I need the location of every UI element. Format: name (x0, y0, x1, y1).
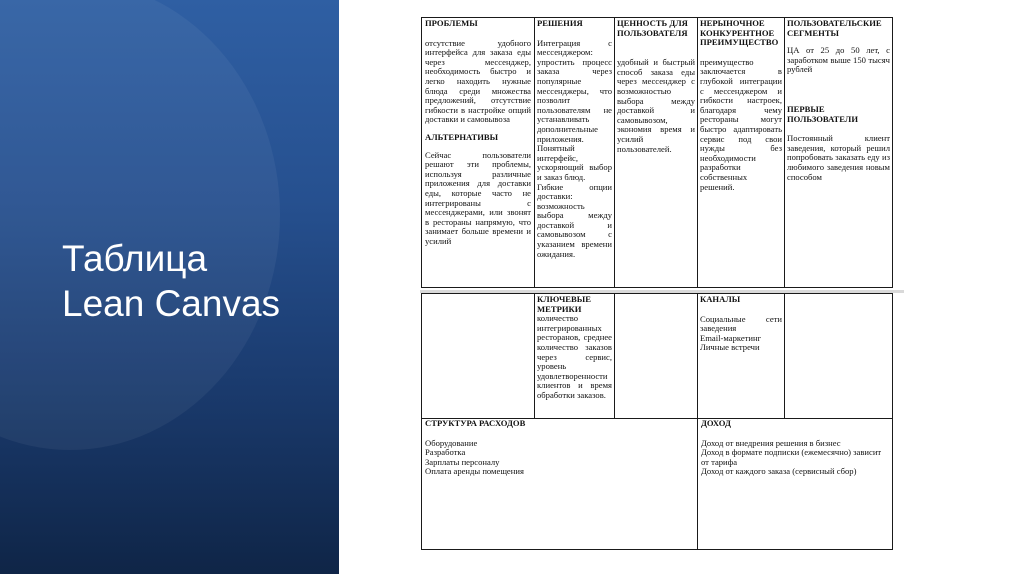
costs-item: Разработка (425, 447, 466, 458)
solutions-cell (537, 19, 612, 285)
grid-line (534, 293, 535, 418)
slide-title-line-2: Lean Canvas (62, 283, 281, 324)
problems-cell (425, 19, 531, 285)
title-panel (0, 0, 339, 574)
grid-line (534, 17, 535, 288)
lean-canvas-table (421, 17, 893, 550)
decorative-circle (0, 0, 280, 450)
value-text: удобный и быстрый способ заказа еды через мессенджер с возможностью выбора между доставкой и самовывозом, экономия время и усилий пользователей. (617, 57, 695, 154)
value-header: ЦЕННОСТЬ ДЛЯ ПОЛЬЗОВАТЕЛЯ (617, 19, 688, 38)
revenue-item: Доход от внедрения решения в бизнес (701, 437, 841, 448)
channels-cell (700, 295, 782, 417)
value-cell (617, 19, 695, 285)
revenue-item: Доход в формате подписки (ежемесячно) зависит от тарифа (701, 447, 882, 467)
grid-line (697, 17, 698, 288)
advantage-cell (700, 19, 782, 285)
revenue-item: Доход от каждого заказа (сервисный сбор) (701, 466, 857, 477)
grid-line (614, 17, 615, 288)
channels-item-1: Социальные сети заведения (700, 313, 782, 334)
solutions-header: РЕШЕНИЯ (537, 19, 583, 28)
costs-header: СТРУКТУРА РАСХОДОВ (425, 419, 526, 428)
alternatives-header: АЛЬТЕРНАТИВЫ (425, 131, 499, 142)
channels-item-2: Email-маркетинг (700, 332, 762, 343)
costs-item: Оборудование (425, 437, 478, 448)
segments-header: ПОЛЬЗОВАТЕЛЬСКИЕ СЕГМЕНТЫ (787, 19, 882, 38)
grid-line (784, 17, 785, 288)
grid-line (784, 293, 785, 418)
solutions-text-3: Гибкие опции доставки: возможность выбора между доставкой и самовывозом с указанием времени ожидания. (537, 181, 612, 259)
alternatives-text: Сейчас пользователи решают эти проблемы, используя различные приложения для доставки еды, которые часто не интегрированы с мессенджерами, или звонят в рестораны напрямую, что занимает больше времени и усилий (425, 149, 531, 246)
costs-item: Зарплаты персоналу (425, 456, 500, 467)
revenue-cell (701, 419, 890, 547)
problems-header: ПРОБЛЕМЫ (425, 19, 478, 28)
channels-header: КАНАЛЫ (700, 295, 741, 304)
metrics-text: количество интегрированных ресторанов, среднее количество заказов через сервис, уровень удовлетворенности клиентов и время обработки заказов. (537, 313, 612, 400)
grid-line (614, 293, 615, 418)
metrics-header: КЛЮЧЕВЫЕ МЕТРИКИ (537, 295, 591, 314)
costs-item: Оплата аренды помещения (425, 466, 524, 477)
revenue-header: ДОХОД (701, 419, 731, 428)
metrics-cell (537, 295, 612, 417)
slide-title (62, 236, 280, 326)
costs-cell (425, 419, 695, 547)
segments-cell (787, 19, 890, 285)
solutions-text-1: Интеграция с мессенджером: упростить процесс заказа через популярные мессенджеры, что позволит пользователям не устанавливать дополнительные приложения. (537, 37, 612, 144)
first-users-text: Постоянный клиент заведения, который решил попробовать заказать еду из любимого заведения новым способом (787, 133, 890, 182)
advantage-header: НЕРЫНОЧНОЕ КОНКУРЕНТНОЕ ПРЕИМУЩЕСТВО (700, 19, 779, 48)
grid-line (697, 293, 698, 550)
solutions-text-2: Понятный интерфейс, ускоряющий выбор и заказ блюд. (537, 143, 612, 182)
first-users-header: ПЕРВЫЕ ПОЛЬЗОВАТЕЛИ (787, 103, 858, 124)
slide-title-line-1: Таблица (62, 238, 208, 279)
advantage-text: преимущество заключается в глубокой интеграции с мессенджером и гибкости настроек, благодаря чему рестораны могут быстро адаптировать сервис под свои нужды без необходимости разработки собственных решений. (700, 56, 782, 192)
segments-text: ЦА от 25 до 50 лет, с заработком выше 150 тысяч рублей (787, 45, 890, 75)
problems-text: отсутствие удобного интерфейса для заказа еды через мессенджер, необходимость быстро и легко находить нужные блюда среди множества предложений, отсутствие гибкости в настройке опций доставки и самовывоза (425, 37, 531, 125)
channels-item-3: Личные встречи (700, 342, 760, 353)
